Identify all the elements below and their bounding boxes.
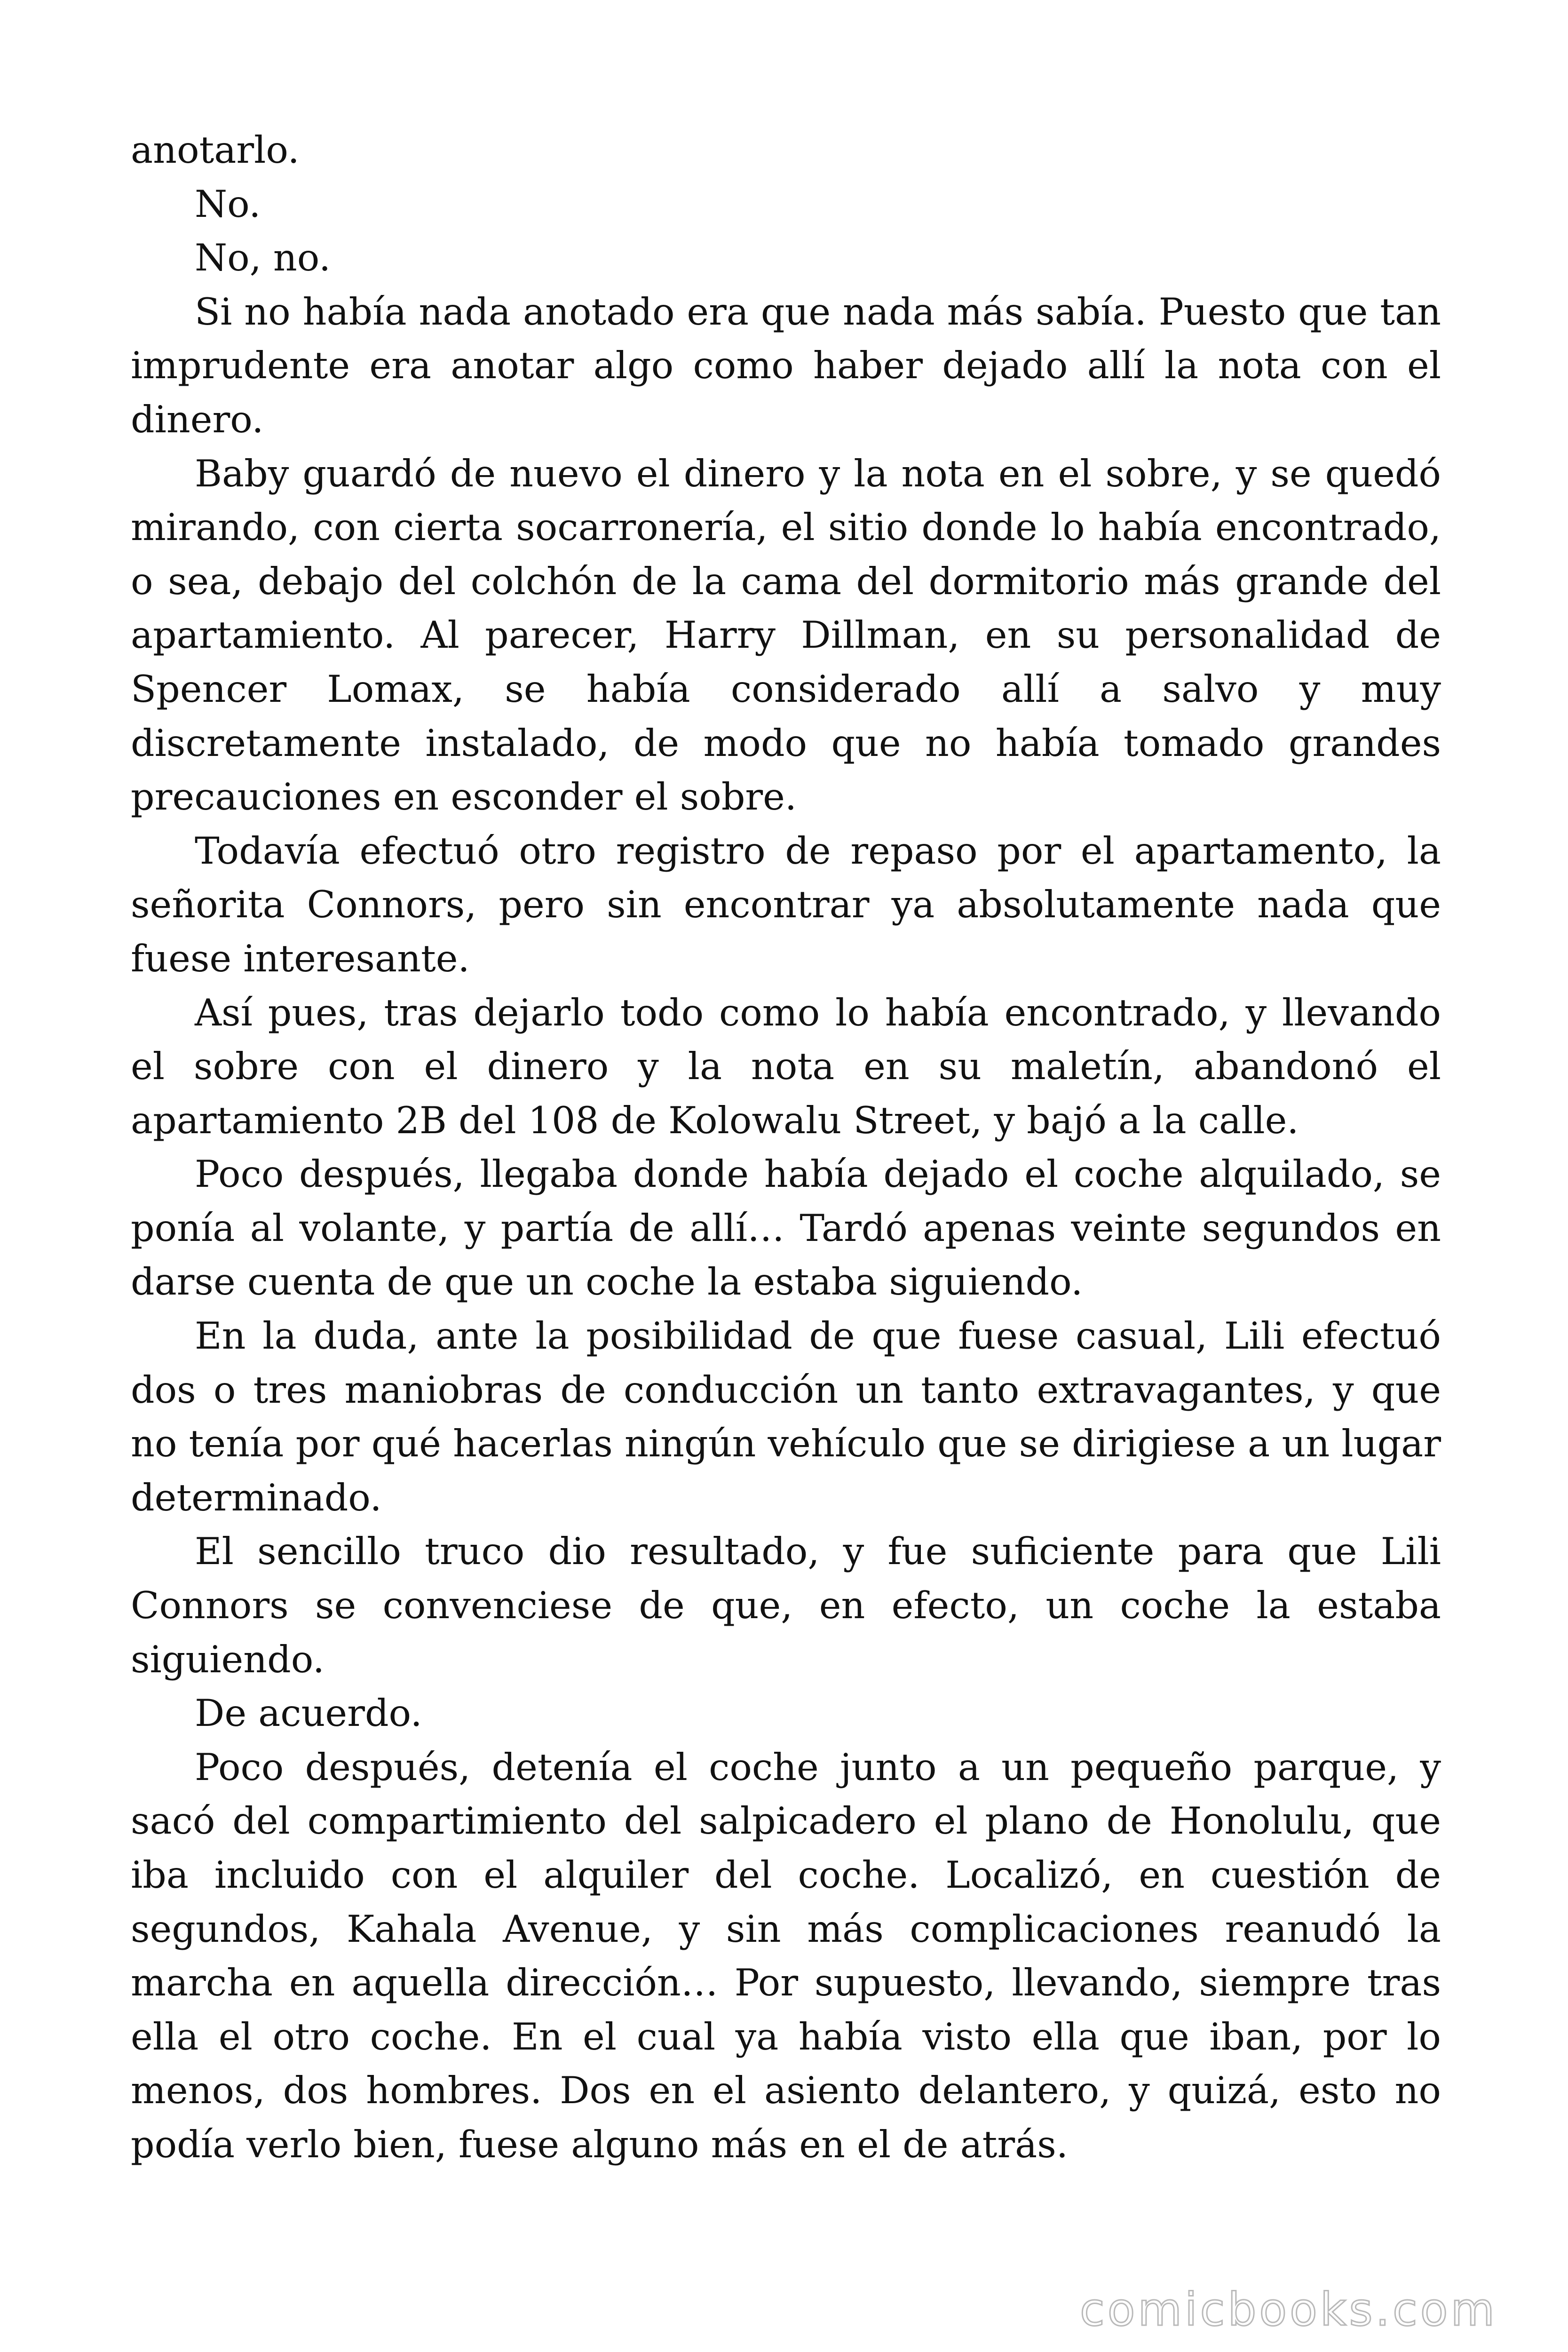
paragraph: No.: [195, 182, 261, 226]
paragraph: Poco después, llegaba donde había dejado el coche alquilado, se ponía al volante, y partía de allí… Tardó apenas veinte segundos en darse cuenta de que un coche la estaba siguiendo.: [131, 1152, 1441, 1304]
watermark: comicbooks.com: [1079, 2283, 1497, 2336]
paragraph: Baby guardó de nuevo el dinero y la nota en el sobre, y se quedó mirando, con cierta socarronería, el sitio donde lo había encontrado, o sea, debajo del colchón de la cama del dormitorio más grande del apartamiento. Al parecer, Harry Dillman, en su personalidad de Spencer Lomax, se había considerado allí a salvo y muy discretamente instalado, de modo que no había tomado grandes precauciones en esconder el sobre.: [131, 452, 1441, 819]
paragraph: Así pues, tras dejarlo todo como lo había encontrado, y llevando el sobre con el dinero y la nota en su maletín, abandonó el apartamiento 2B del 108 de Kolowalu Street, y bajó a la calle.: [131, 991, 1441, 1142]
paragraph: Si no había nada anotado era que nada más sabía. Puesto que tan imprudente era anotar algo como haber dejado allí la nota con el dinero.: [131, 290, 1441, 441]
paragraph: Todavía efectuó otro registro de repaso por el apartamento, la señorita Connors, pero sin encontrar ya absolutamente nada que fuese interesante.: [131, 829, 1441, 980]
page-body-text: [131, 123, 1441, 2172]
paragraph: anotarlo.: [131, 128, 300, 172]
paragraph: El sencillo truco dio resultado, y fue suficiente para que Lili Connors se convenciese de que, en efecto, un coche la estaba siguiendo.: [131, 1530, 1441, 1681]
paragraph: Poco después, detenía el coche junto a un pequeño parque, y sacó del compartimiento del salpicadero el plano de Honolulu, que iba incluido con el alquiler del coche. Localizó, en cuestión de segundos, Kahala Avenue, y sin más complicaciones reanudó la marcha en aquella dirección… Por supuesto, llevando, siempre tras ella el otro coche. En el cual ya había visto ella que iban, por lo menos, dos hombres. Dos en el asiento delantero, y quizá, esto no podía verlo bien, fuese alguno más en el de atrás.: [131, 1745, 1441, 2166]
paragraph: No, no.: [195, 236, 331, 280]
paragraph: De acuerdo.: [195, 1692, 422, 1735]
paragraph: En la duda, ante la posibilidad de que fuese casual, Lili efectuó dos o tres maniobras de conducción un tanto extravagantes, y que no tenía por qué hacerlas ningún vehículo que se dirigiese a un lugar determinado.: [131, 1314, 1441, 1519]
